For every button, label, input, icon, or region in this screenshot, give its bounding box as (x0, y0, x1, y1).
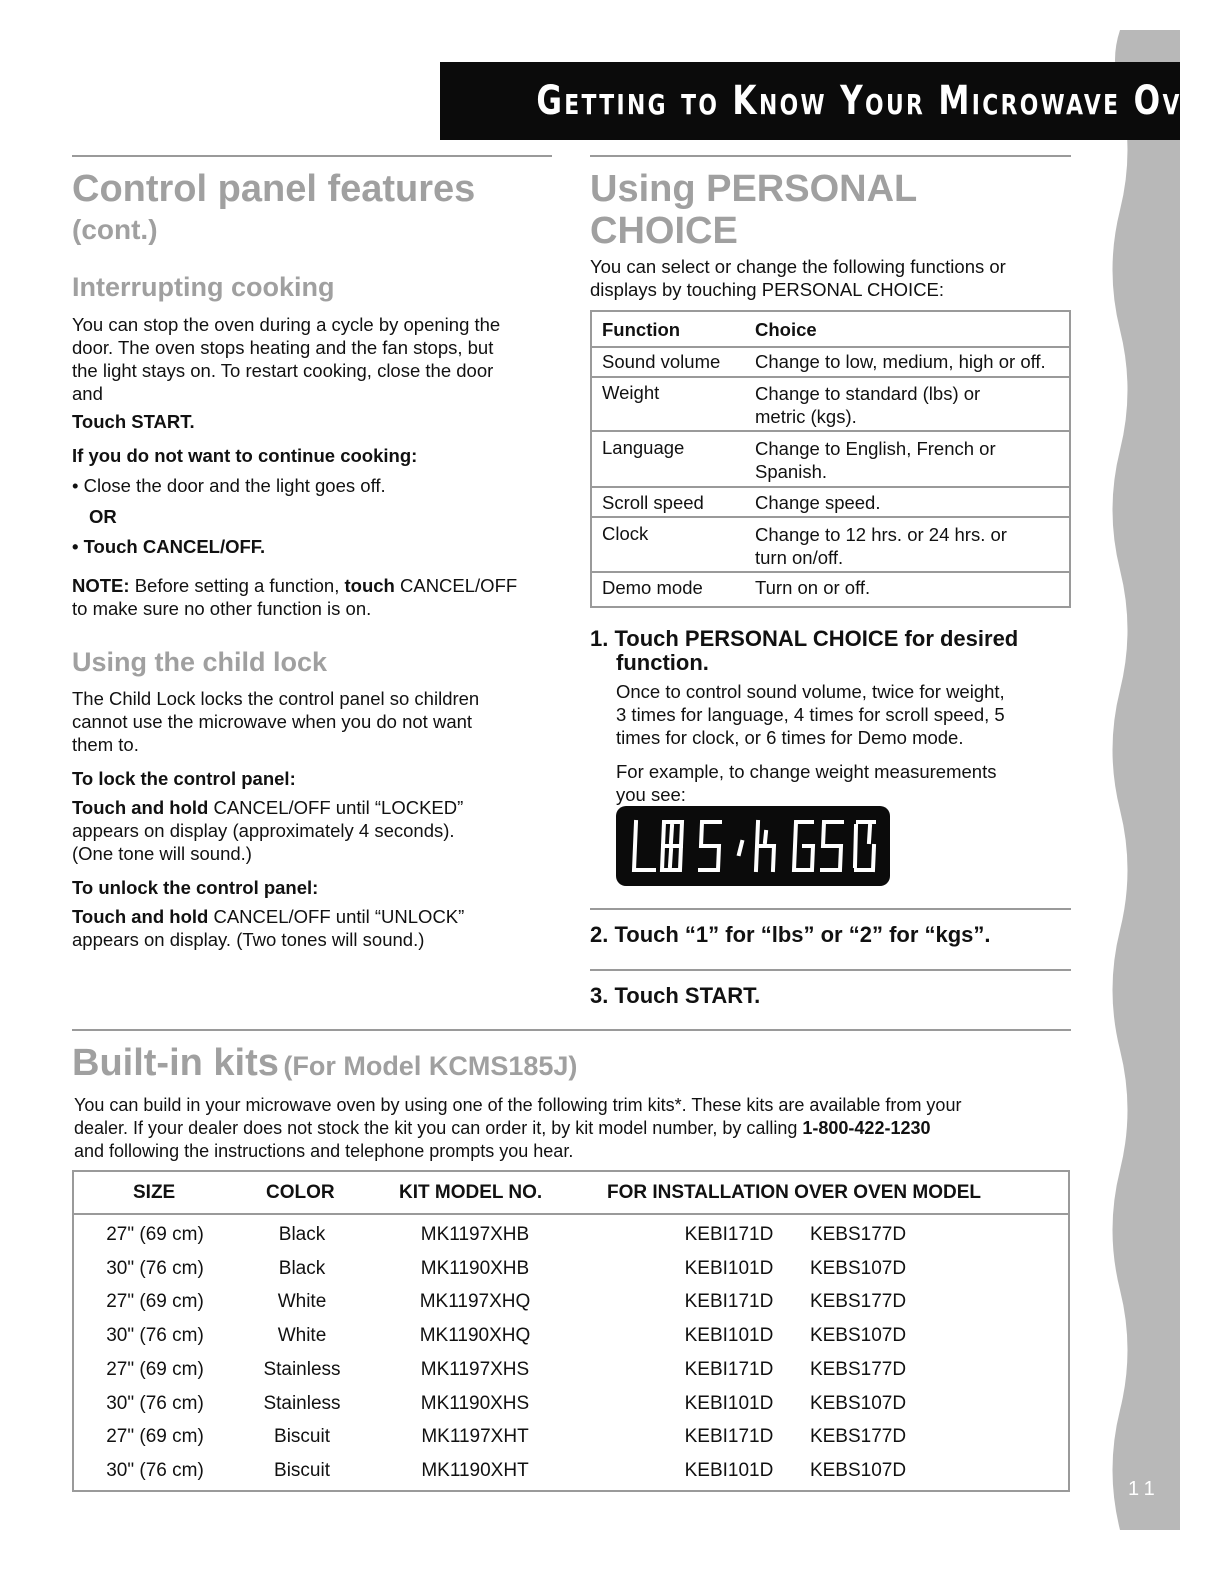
table-cell: MK1197XHT (421, 1426, 529, 1448)
table-cell: Biscuit (274, 1426, 330, 1448)
table-cell: KEBI171D (684, 1358, 774, 1380)
bullet-close-door: • Close the door and the light goes off. (72, 475, 386, 496)
table-row: 27" (69 cm) (106, 1358, 204, 1380)
table-cell: KEBS177D (809, 1358, 907, 1380)
table-cell: KEBI101D (684, 1459, 774, 1481)
table-row: 30" (76 cm) (106, 1257, 204, 1279)
child-lock-body: The Child Lock locks the control panel so children cannot use the microwave when you do not want them to. (72, 688, 480, 755)
rule (590, 908, 1071, 910)
table-row: Clock (602, 523, 649, 544)
table-row: 27" (69 cm) (106, 1426, 204, 1448)
table-cell: Change speed. (755, 492, 881, 513)
kits-intro: You can build in your microwave oven by using one of the following trim kits*. These kits are available from your dealer. If your dealer does not stock the kit you can order it, by kit model number, by calling 1-800-422-1230 and following the instructions and telephone prompts you hear. (74, 1095, 962, 1161)
kits-title: Built-in kits (For Model KCMS185J) (72, 1042, 578, 1084)
personal-choice-title: Using PERSONAL CHOICE (590, 168, 918, 252)
table-cell: MK1197XHB (420, 1224, 530, 1245)
touch-start-text: Touch START. (72, 411, 195, 432)
table-row: Demo mode (602, 577, 703, 598)
kits-header-size: SIZE (133, 1182, 176, 1203)
table-cell: MK1190XHS (420, 1392, 530, 1414)
table-row: 30" (76 cm) (106, 1392, 204, 1414)
step-3: 3. Touch START. (590, 983, 761, 1008)
table-cell: Change to low, medium, high or off. (755, 351, 1046, 372)
table-cell: MK1190XHT (421, 1459, 529, 1481)
bullet-cancel: • Touch CANCEL/OFF. (72, 536, 266, 557)
table-cell: Turn on or off. (755, 577, 871, 598)
table-cell: MK1197XHQ (419, 1291, 531, 1313)
table-cell: KEBI171D (684, 1224, 774, 1245)
header-title: Getting to Know Your Microwave Oven (536, 78, 1220, 124)
table-cell: KEBI101D (684, 1257, 774, 1279)
table-cell: White (277, 1291, 327, 1313)
page-number: 11 (1128, 1478, 1161, 1500)
table-row: 30" (76 cm) (106, 1459, 204, 1481)
example-text: For example, to change weight measurements you see: (616, 761, 997, 805)
lock-heading: To lock the control panel: (72, 768, 296, 789)
kits-header-model: KIT MODEL NO. (399, 1182, 543, 1203)
table-row: Language (602, 437, 685, 458)
table-cell: KEBS107D (809, 1325, 907, 1347)
section-title-sub: (cont.) (72, 214, 158, 245)
table-cell: KEBI171D (684, 1291, 774, 1313)
step-1-body: Once to control sound volume, twice for weight, 3 times for language, 4 times for scroll speed, 5 times for clock, or 6 times for Demo mode. (616, 681, 1005, 748)
table-row: 27" (69 cm) (106, 1291, 204, 1313)
rule (590, 155, 1071, 157)
table-row: 27" (69 cm) (106, 1224, 204, 1245)
step-2: 2. Touch “1” for “lbs” or “2” for “kgs”. (590, 922, 991, 947)
note: NOTE: Before setting a function, touch CANCEL/OFF to make sure no other function is on. (72, 575, 518, 619)
table-row: 30" (76 cm) (106, 1325, 204, 1347)
step-1: 1. Touch PERSONAL CHOICE for desired function. (590, 626, 1019, 675)
or-text: OR (89, 506, 117, 527)
table-cell: MK1197XHS (420, 1358, 530, 1380)
table-header-choice: Choice (755, 319, 817, 340)
lock-body: Touch and hold CANCEL/OFF until “LOCKED” appears on display (approximately 4 seconds). (One tone will sound.) (72, 797, 464, 864)
table-cell: Stainless (263, 1392, 341, 1414)
rule (590, 969, 1071, 971)
page-edge-tab (1100, 30, 1180, 1530)
unlock-heading: To unlock the control panel: (72, 877, 319, 898)
table-cell: Change to English, French or Spanish. (755, 438, 996, 482)
lcd-segments (616, 806, 890, 886)
table-cell: Black (278, 1224, 326, 1245)
unlock-body: Touch and hold CANCEL/OFF until “UNLOCK” appears on display. (Two tones will sound.) (72, 906, 465, 950)
table-cell: KEBS177D (809, 1426, 907, 1448)
kits-header-oven-model: FOR INSTALLATION OVER OVEN MODEL (607, 1182, 982, 1203)
table-cell: MK1190XHQ (419, 1325, 531, 1347)
table-header-function: Function (602, 319, 681, 340)
interrupt-body: You can stop the oven during a cycle by opening the door. The oven stops heating and the fan stops, but the light stays on. To restart cooking, close the door and (72, 314, 501, 404)
table-row: Weight (602, 382, 660, 403)
table-cell: MK1190XHB (420, 1257, 530, 1279)
table-cell: KEBI101D (684, 1392, 774, 1414)
not-continue-heading: If you do not want to continue cooking: (72, 445, 418, 466)
table-cell: KEBS107D (809, 1392, 907, 1414)
table-cell: KEBI171D (684, 1426, 774, 1448)
table-cell: White (277, 1325, 327, 1347)
personal-choice-intro: You can select or change the following functions or displays by touching PERSONAL CHOICE: (590, 256, 1006, 300)
rule (72, 1029, 1071, 1031)
table-row: Scroll speed (602, 492, 704, 513)
interrupt-heading: Interrupting cooking (72, 272, 335, 302)
table-cell: Change to 12 hrs. or 24 hrs. or turn on/off. (755, 524, 1007, 568)
lcd-display (616, 806, 890, 886)
personal-choice-table (590, 310, 1071, 608)
table-row: Sound volume (602, 351, 721, 372)
rule (72, 155, 552, 157)
table-cell: Stainless (263, 1358, 341, 1380)
table-cell: KEBS107D (809, 1257, 907, 1279)
table-cell: KEBI101D (684, 1325, 774, 1347)
table-cell: KEBS177D (809, 1291, 907, 1313)
child-lock-heading: Using the child lock (72, 647, 328, 677)
table-cell: Biscuit (274, 1459, 330, 1481)
header-banner (440, 62, 1220, 140)
section-title: Control panel features (72, 168, 476, 210)
table-cell: KEBS177D (809, 1224, 907, 1245)
table-cell: KEBS107D (809, 1459, 907, 1481)
kits-header-color: COLOR (266, 1182, 335, 1203)
table-cell: Black (278, 1257, 326, 1279)
table-cell: Change to standard (lbs) or metric (kgs). (755, 383, 981, 427)
